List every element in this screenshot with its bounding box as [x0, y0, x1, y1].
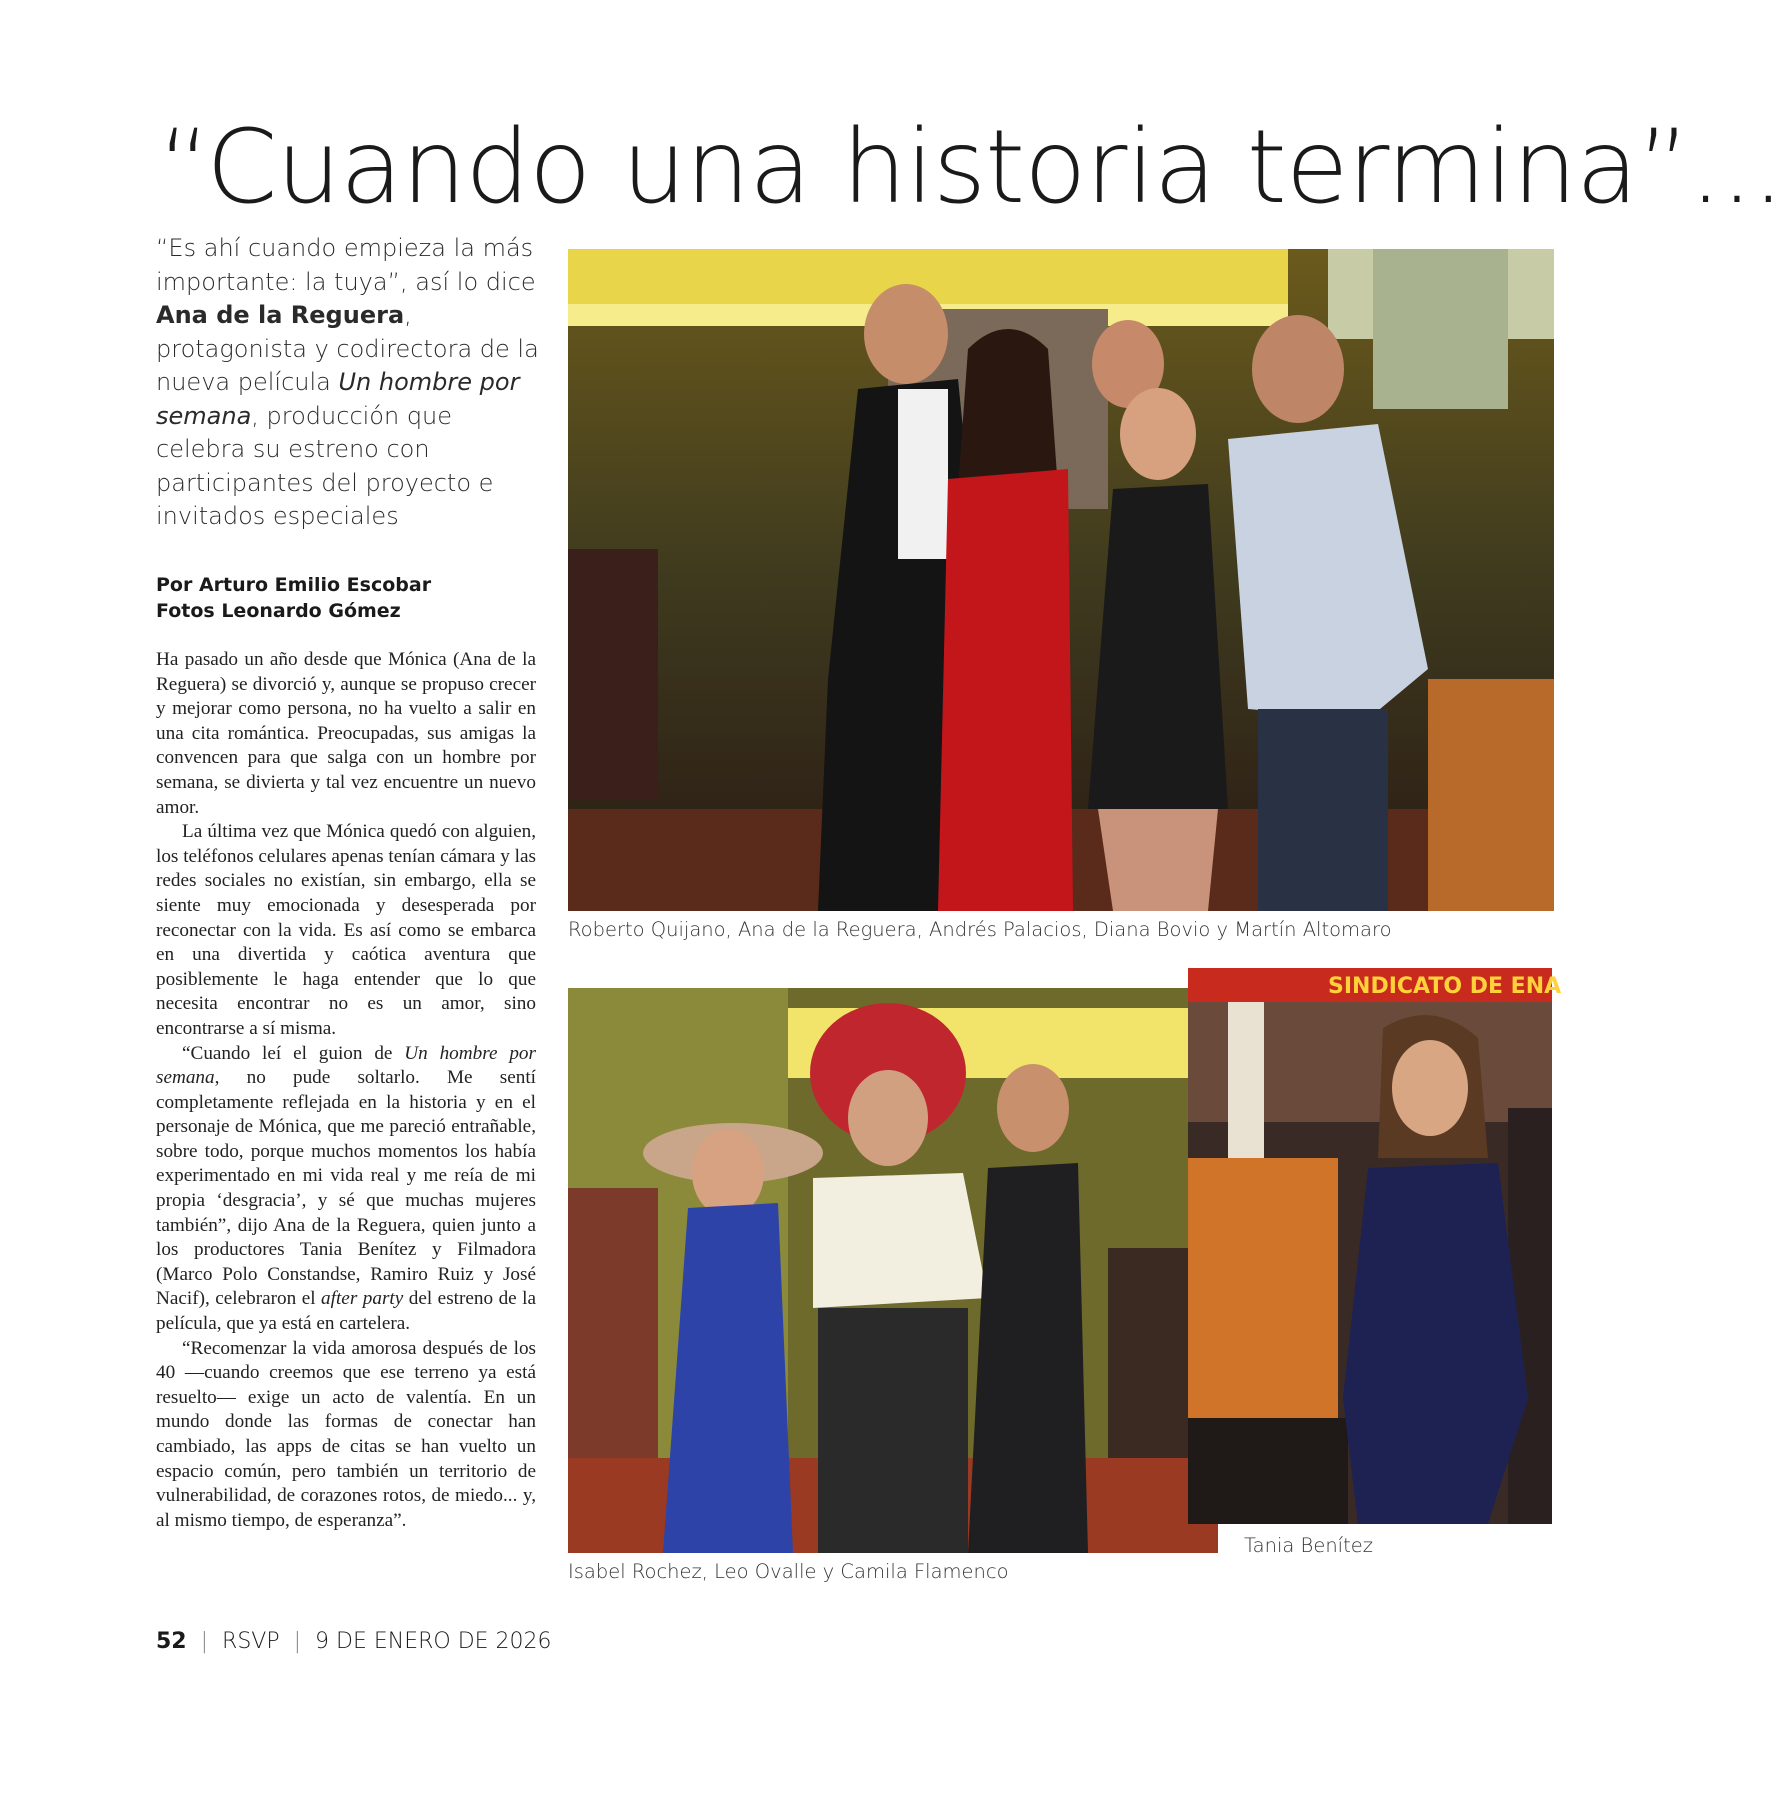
article-body — [156, 648, 536, 1533]
main-group-photo — [568, 249, 1554, 911]
trio-photo — [568, 988, 1218, 1553]
portrait-photo-caption: Tania Benítez — [1244, 1534, 1373, 1557]
page-footer — [156, 1628, 552, 1656]
paragraph-3 — [156, 1042, 536, 1337]
paragraph-3-text-c: del estreno de la película, que ya está en cartelera. — [156, 1288, 537, 1335]
trio-photo-caption: Isabel Rochez, Leo Ovalle y Camila Flamenco — [568, 1560, 1009, 1583]
footer-separator: | — [200, 1629, 209, 1654]
paragraph-3-text-a: “Cuando leí el guion de — [182, 1042, 405, 1064]
dek-text-1: “Es ahí cuando empieza la más importante: la tuya”, así lo dice — [156, 234, 536, 296]
byline — [156, 572, 556, 624]
venue-sign: SINDICATO DE ENA — [1328, 974, 1562, 999]
dek-text-3: , producción que celebra su estreno con participantes del proyecto e invitados especiales — [156, 401, 494, 530]
dek — [156, 232, 546, 534]
dek-text-2: , protagonista y codirectora de la nueva película — [156, 301, 539, 396]
dek-name: Ana de la Reguera — [156, 301, 405, 329]
main-photo-caption: Roberto Quijano, Ana de la Reguera, Andrés Palacios, Diana Bovio y Martín Altomaro — [568, 918, 1392, 941]
paragraph-3-after-party: after party — [321, 1288, 404, 1310]
author-credit: Por Arturo Emilio Escobar — [156, 574, 432, 596]
magazine-name: RSVP — [222, 1629, 280, 1654]
footer-separator: | — [293, 1629, 302, 1654]
headline: “Cuando una historia termina”... — [158, 108, 1784, 227]
portrait-photo-illustration — [1188, 968, 1562, 1524]
page-number: 52 — [156, 1629, 187, 1654]
paragraph-4: “Recomenzar la vida amorosa después de los 40 —cuando creemos que ese terreno ya está resuelto— exige un acto de valentía. En un mundo donde las formas de conectar han cambiado, las apps de citas se han vuelto un espacio común, pero también un territorio de vulnerabilidad, de corazones rotos, de miedo... y, al mismo tiempo, de esperanza”. — [156, 1337, 536, 1531]
paragraph-1: Ha pasado un año desde que Mónica (Ana de la Reguera) se divorció y, aunque se propuso crecer y mejorar como persona, no ha vuelto a salir en una cita romántica. Preocupadas, sus amigas la convencen para que salga con un hombre por semana, se divierta y tal vez encuentre un nuevo amor. — [156, 649, 536, 818]
portrait-photo — [1188, 968, 1562, 1524]
paragraph-3-film: Un hombre por semana — [156, 1042, 536, 1089]
photo-credit: Fotos Leonardo Gómez — [156, 600, 401, 622]
issue-date: 9 DE ENERO DE 2026 — [315, 1629, 552, 1654]
paragraph-2: La última vez que Mónica quedó con alguien, los teléfonos celulares apenas tenían cámara y las redes sociales no existían, sin embargo, ella se siente muy emocionada y desesperada por reconectar con la vida. Es así como se embarca en una divertida y caótica aventura que posiblemente le haga entender que lo que necesita encontrar no es un amor, sino encontrarse a sí misma. — [156, 821, 536, 1039]
trio-photo-illustration — [568, 988, 1218, 1553]
main-photo-illustration — [568, 249, 1554, 911]
dek-film-title: Un hombre por semana — [156, 368, 520, 430]
paragraph-3-text-b: , no pude soltarlo. Me sentí completamente reflejada en la historia y en el personaje de Mónica, que me pareció entrañable, sobre todo, porque muchos momentos los había experimentado en mi vida real y me reía de mi propia ‘desgracia’, y sé que muchas mujeres también”, dijo Ana de la Reguera, quien junto a los productores Tania Benítez y Filmadora (Marco Polo Constandse, Ramiro Ruiz y José Nacif), celebraron el — [156, 1067, 536, 1310]
